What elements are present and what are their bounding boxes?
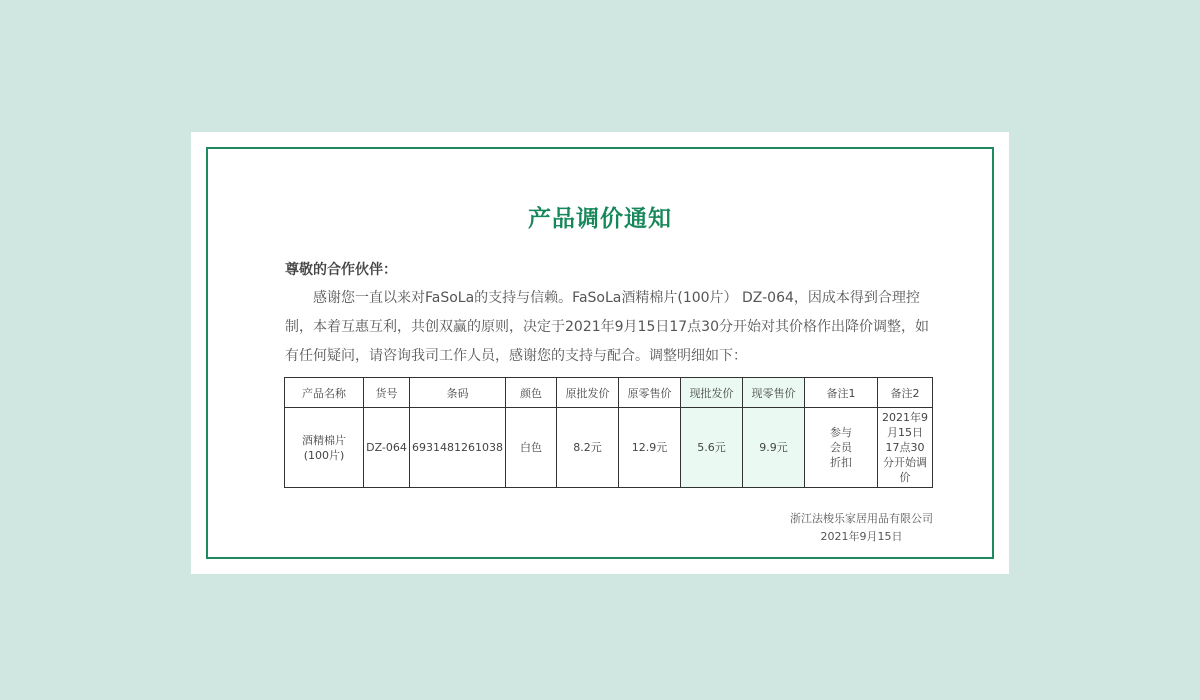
header-new-retail: 现零售价 [742,378,804,408]
table-header-row [285,378,933,408]
salutation: 尊敬的合作伙伴： [285,262,397,278]
notice-card [191,132,1009,574]
cell-note2 [877,408,932,488]
notice-title: 产品调价通知 [528,206,672,232]
cell-sku: DZ-064 [364,408,410,488]
signature-block [790,510,933,546]
cell-note1-text: 参与会员折扣 [829,426,852,469]
header-product-name: 产品名称 [285,378,364,408]
cell-note1 [804,408,877,488]
company-name: 浙江法梭乐家居用品有限公司 [790,512,933,525]
cell-product-name-text: 酒精棉片(100片) [302,433,346,462]
header-old-retail: 原零售价 [618,378,680,408]
cell-old-wholesale: 8.2元 [556,408,618,488]
cell-old-retail: 12.9元 [618,408,680,488]
cell-new-wholesale: 5.6元 [680,408,742,488]
notice-date: 2021年9月15日 [820,530,903,543]
table-row [285,408,933,488]
header-sku: 货号 [364,378,410,408]
cell-product-name [285,408,364,488]
header-barcode: 条码 [410,378,506,408]
cell-new-retail: 9.9元 [742,408,804,488]
header-color: 颜色 [505,378,556,408]
cell-barcode: 6931481261038 [410,408,506,488]
header-old-wholesale: 原批发价 [556,378,618,408]
header-new-wholesale: 现批发价 [680,378,742,408]
header-note2: 备注2 [877,378,932,408]
cell-note2-text: 2021年9月15日17点30分开始调价 [881,411,928,484]
cell-color: 白色 [505,408,556,488]
notice-body: 感谢您一直以来对FaSoLa的支持与信赖。FaSoLa酒精棉片(100片） DZ-064，因成本得到合理控制，本着互惠互利，共创双赢的原则，决定于2021年9月15日17点30分开始对其价格作出降价调整，如有任何疑问，请咨询我司工作人员，感谢您的支持与配合。调整明细如下： [285,290,929,364]
header-note1: 备注1 [804,378,877,408]
price-adjustment-table [284,377,933,488]
